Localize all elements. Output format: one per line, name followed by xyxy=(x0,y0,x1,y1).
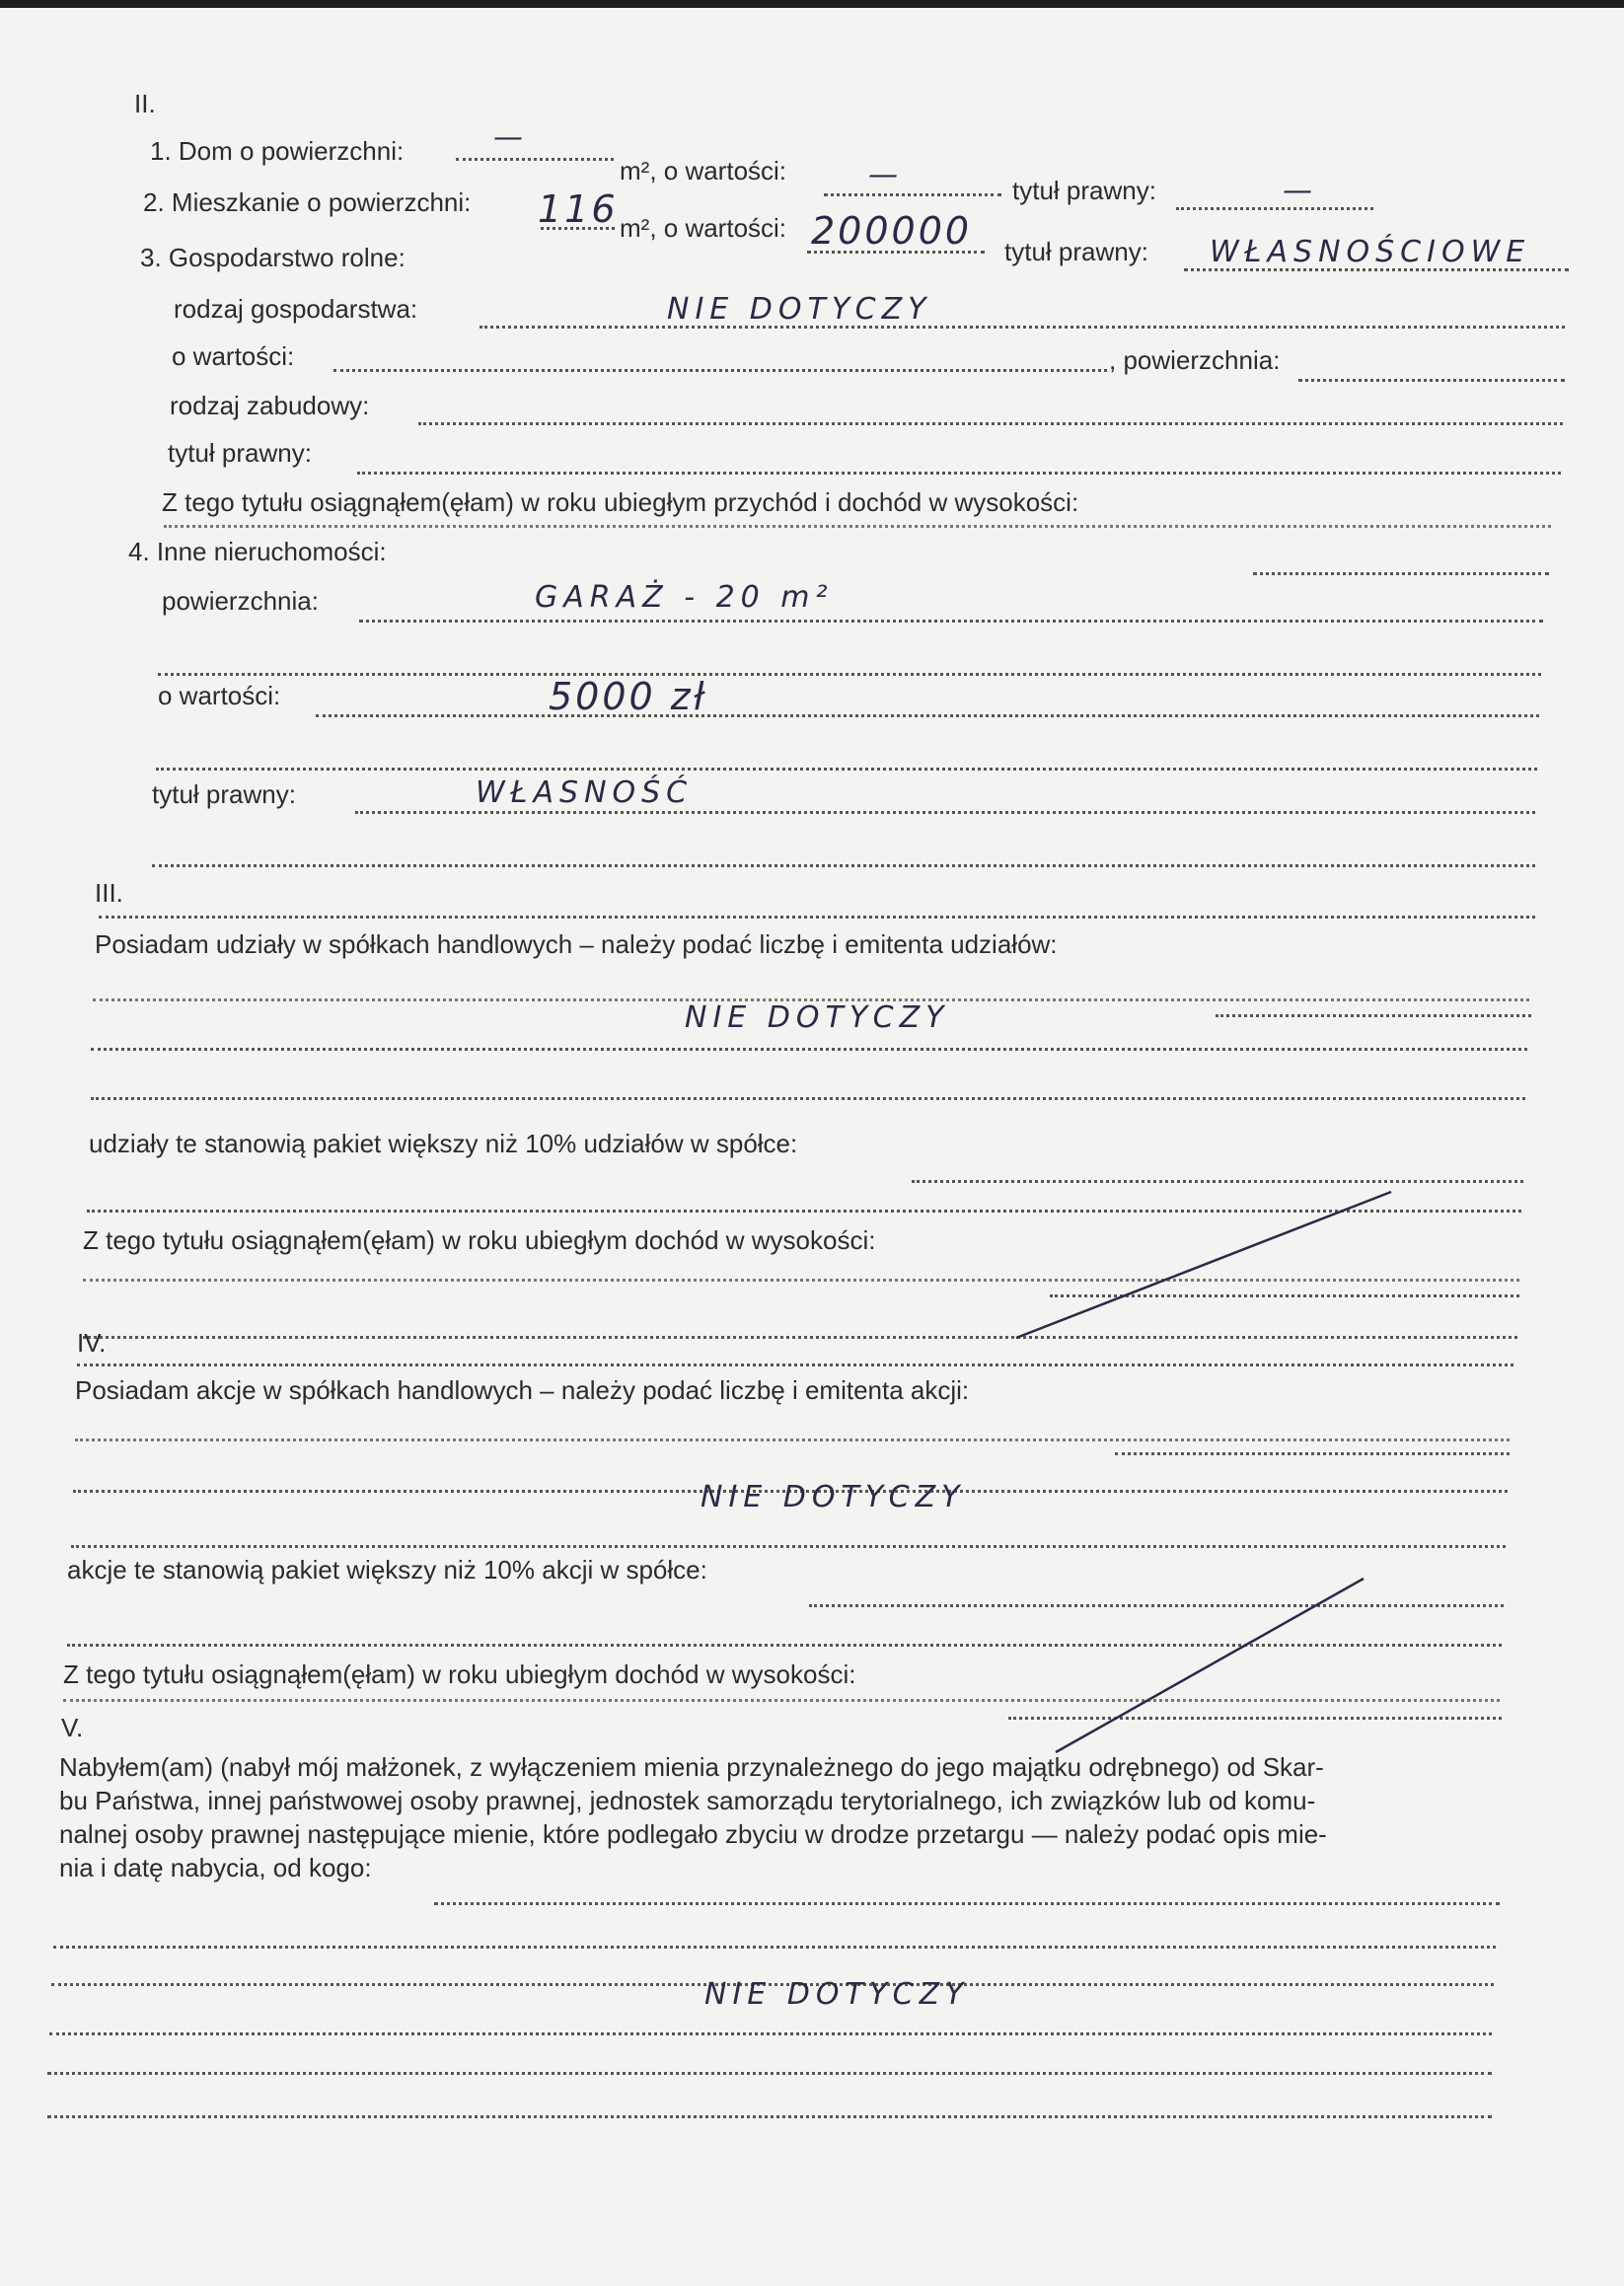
acquired-line-2: bu Państwa, innej państwowej osoby prawnej, jednostek samorządu terytorialnego, ich związków lub od komu- xyxy=(59,1786,1316,1815)
farm-building-label: rodzaj zabudowy: xyxy=(170,391,370,420)
stocks-income-label: Z tego tytułu osiągnąłem(ęłam) w roku ubiegłym dochód w wysokości: xyxy=(63,1659,856,1689)
shares-label: Posiadam udziały w spółkach handlowych – należy podać liczbę i emitenta udziałów: xyxy=(95,929,1058,959)
acquired-value: NIE DOTYCZY xyxy=(704,1977,970,2012)
apartment-title-label: tytuł prawny: xyxy=(1004,237,1148,266)
stocks-packet-label: akcje te stanowią pakiet większy niż 10% akcji w spółce: xyxy=(67,1555,707,1585)
section-iv-strike-line xyxy=(1056,1579,1364,1752)
farm-title-label: tytuł prawny: xyxy=(168,438,312,468)
other-property-label: 4. Inne nieruchomości: xyxy=(128,537,387,566)
section-v-heading: V. xyxy=(61,1713,84,1742)
section-ii-heading: II. xyxy=(134,89,156,118)
section-iii-heading: III. xyxy=(95,878,123,908)
other-title-value: WŁASNOŚĆ xyxy=(476,775,694,810)
other-value-label: o wartości: xyxy=(158,681,281,710)
farm-type-label: rodzaj gospodarstwa: xyxy=(174,294,418,324)
stocks-label: Posiadam akcje w spółkach handlowych – należy podać liczbę i emitenta akcji: xyxy=(75,1375,970,1405)
acquired-line-4: nia i datę nabycia, od kogo: xyxy=(59,1853,372,1882)
house-area-value: — xyxy=(493,120,529,155)
farm-area-label: , powierzchnia: xyxy=(1109,345,1281,375)
shares-packet-label: udziały te stanowią pakiet większy niż 10% udziałów w spółce: xyxy=(89,1129,798,1158)
acquired-line-1: Nabyłem(am) (nabył mój małżonek, z wyłączeniem mienia przynależnego do jego majątku odrębnego) od Skar- xyxy=(59,1752,1324,1782)
apartment-title-value: WŁASNOŚCIOWE xyxy=(1210,235,1531,269)
section-iii-strike-line xyxy=(1016,1192,1391,1338)
house-title-label: tytuł prawny: xyxy=(1012,176,1156,205)
other-value-value: 5000 zł xyxy=(549,675,707,718)
section-iv-heading: IV. xyxy=(77,1328,107,1358)
other-area-value: GARAŻ - 20 m² xyxy=(535,580,834,615)
other-area-label: powierzchnia: xyxy=(162,586,319,616)
acquired-line-3: nalnej osoby prawnej następujące mienie, które podlegało zbyciu w drodze przetargu — należy podać opis mie- xyxy=(59,1819,1327,1849)
house-value-value: — xyxy=(868,158,904,192)
stocks-value: NIE DOTYCZY xyxy=(701,1480,966,1514)
other-title-label: tytuł prawny: xyxy=(152,779,296,809)
farm-type-value: NIE DOTYCZY xyxy=(667,292,932,327)
farm-label: 3. Gospodarstwo rolne: xyxy=(140,243,406,272)
shares-income-label: Z tego tytułu osiągnąłem(ęłam) w roku ubiegłym dochód w wysokości: xyxy=(83,1225,876,1255)
apartment-unit-label: m², o wartości: xyxy=(620,213,787,243)
apartment-area-value: 116 xyxy=(538,187,619,231)
farm-income-label: Z tego tytułu osiągnąłem(ęłam) w roku ubiegłym przychód i dochód w wysokości: xyxy=(162,487,1079,517)
apartment-value-value: 200000 xyxy=(811,209,973,253)
house-area-label: 1. Dom o powierzchni: xyxy=(150,136,405,166)
house-unit-label: m², o wartości: xyxy=(620,156,787,185)
apartment-area-label: 2. Mieszkanie o powierzchni: xyxy=(143,187,472,217)
farm-value-label: o wartości: xyxy=(172,341,295,371)
shares-value: NIE DOTYCZY xyxy=(685,1000,950,1035)
house-title-value: — xyxy=(1283,174,1318,208)
